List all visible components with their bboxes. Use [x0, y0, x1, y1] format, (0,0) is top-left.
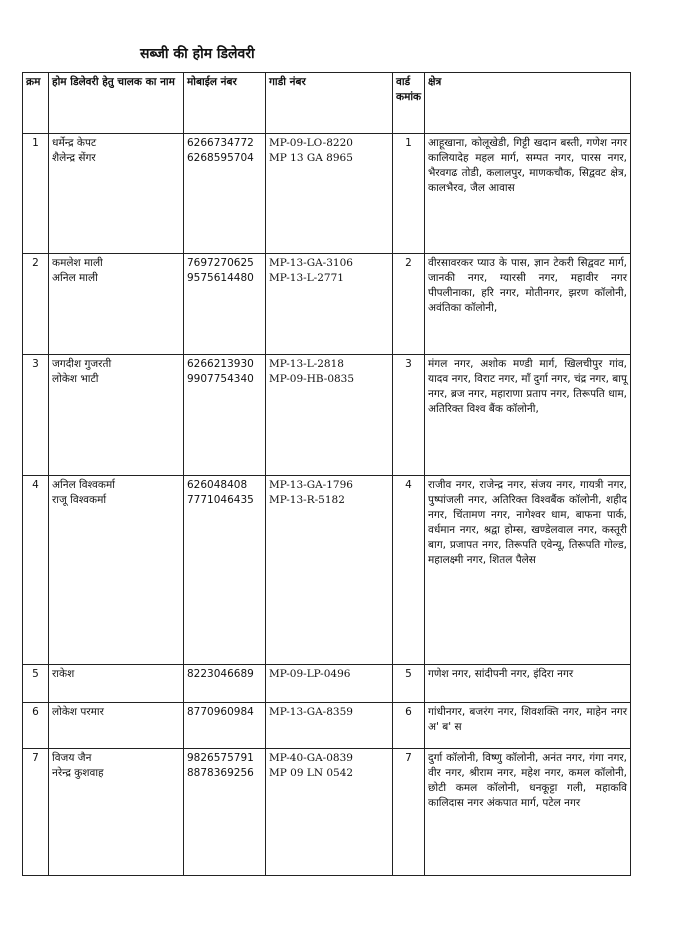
delivery-table [22, 72, 631, 876]
table-row [23, 749, 631, 876]
table-row [23, 476, 631, 665]
driver-name: कमलेश माली [52, 257, 103, 269]
ward-cell: 3 [393, 355, 425, 476]
vehicle-number: MP 09 LN 0542 [269, 767, 354, 779]
area-cell: दुर्गा कॉलोनी, विष्णु कॉलोनी, अनंत नगर, गंगा नगर, वीर नगर, श्रीराम नगर, महेश नगर, कमल कॉलोनी, छोटी कमल कॉलोनी, धनकूट्टा गली, महाकवि कालिदास नगर अंकपात मार्ग, पटेल नगर [425, 749, 631, 876]
driver-name: शैलेन्द्र सेंगर [52, 152, 96, 164]
vehicle-number: MP-09-HB-0835 [269, 373, 355, 385]
area-cell: गांधीनगर, बजरंग नगर, शिवशक्ति नगर, माहेन नगर अ' ब' स [425, 703, 631, 749]
driver-name: नरेन्द्र कुशवाह [52, 767, 104, 779]
vehicle-cell [266, 254, 393, 355]
table-row [23, 355, 631, 476]
mobile-number: 9575614480 [187, 272, 254, 284]
table-row [23, 665, 631, 703]
page-title: सब्जी की होम डिलेवरी [140, 46, 255, 62]
ward-cell: 4 [393, 476, 425, 665]
vehicle-number: MP-13-GA-1796 [269, 479, 353, 491]
mobile-number: 6268595704 [187, 152, 254, 164]
area-cell: आहूखाना, कोलूखेडी, गिट्टी खदान बस्ती, गणेश नगर कालियादेह महल मार्ग, सम्पत नगर, पारस नगर, भैरवगढ तोडी, कलालपुर, माणकचौक, सिद्ववट क्षेत्र, कालभैरव, जैल आवास [425, 134, 631, 254]
vehicle-number: MP-13-L-2771 [269, 272, 344, 284]
serial-cell: 3 [23, 355, 49, 476]
mobile-cell [184, 665, 266, 703]
vehicle-cell [266, 749, 393, 876]
vehicle-cell [266, 703, 393, 749]
driver-name: राकेश [52, 668, 75, 680]
table-header-row [23, 73, 631, 134]
vehicle-cell [266, 134, 393, 254]
serial-cell: 2 [23, 254, 49, 355]
ward-cell: 7 [393, 749, 425, 876]
driver-name: अनिल विश्वकर्मा [52, 479, 115, 491]
mobile-number: 626048408 [187, 479, 248, 491]
vehicle-number: MP-13-L-2818 [269, 358, 344, 370]
header-driver-name: होम डिलेवरी हेतु चालक का नाम [49, 73, 184, 134]
ward-cell: 5 [393, 665, 425, 703]
header-area: क्षेत्र [425, 73, 631, 134]
header-mobile: मोबाईल नंबर [184, 73, 266, 134]
vehicle-number: MP-09-LO-8220 [269, 137, 353, 149]
driver-name-cell [49, 355, 184, 476]
serial-cell: 5 [23, 665, 49, 703]
driver-name: लोकेश परमार [52, 706, 104, 718]
area-cell: वीरसावरकर प्याउ के पास, ज्ञान टेकरी सिद्ववट मार्ग, जानकी नगर, ग्यारसी नगर, महावीर नगर पीपलीनाका, हरि नगर, मोतीनगर, झरण कॉलोनी, अवंतिका कॉलोनी, [425, 254, 631, 355]
driver-name: धर्मेन्द्र केपट [52, 137, 97, 149]
vehicle-number: MP-13-GA-3106 [269, 257, 353, 269]
driver-name: लोकेश भाटी [52, 373, 99, 385]
vehicle-number: MP 13 GA 8965 [269, 152, 353, 164]
mobile-cell [184, 703, 266, 749]
header-ward: वार्ड कमांक [393, 73, 425, 134]
vehicle-number: MP-09-LP-0496 [269, 668, 351, 680]
vehicle-cell [266, 476, 393, 665]
mobile-number: 6266213930 [187, 358, 254, 370]
driver-name: अनिल माली [52, 272, 98, 284]
driver-name: विजय जैन [52, 752, 92, 764]
mobile-number: 7771046435 [187, 494, 254, 506]
serial-cell: 4 [23, 476, 49, 665]
driver-name-cell [49, 476, 184, 665]
mobile-number: 8770960984 [187, 706, 254, 718]
mobile-cell [184, 476, 266, 665]
vehicle-cell [266, 665, 393, 703]
driver-name: राजू विश्वकर्मा [52, 494, 107, 506]
table-row [23, 134, 631, 254]
driver-name: जगदीश गुजरती [52, 358, 112, 370]
mobile-cell [184, 254, 266, 355]
ward-cell: 2 [393, 254, 425, 355]
driver-name-cell [49, 254, 184, 355]
mobile-number: 6266734772 [187, 137, 254, 149]
mobile-cell [184, 134, 266, 254]
mobile-number: 8223046689 [187, 668, 254, 680]
mobile-number: 8878369256 [187, 767, 254, 779]
driver-name-cell [49, 703, 184, 749]
table-row [23, 254, 631, 355]
area-cell: गणेश नगर, सांदीपनी नगर, इंदिरा नगर [425, 665, 631, 703]
driver-name-cell [49, 749, 184, 876]
area-cell: राजीव नगर, राजेन्द्र नगर, संजय नगर, गायत्री नगर, पुष्पांजली नगर, अतिरिक्त विश्वबैंक कॉलोनी, शहीद नगर, चिंतामण नगर, नागेश्वर धाम, बाफना पार्क, वर्धमान नगर, श्रद्वा होम्स, खण्डेलवाल नगर, कस्तूरी बाग, प्रजापत नगर, तिरूपति एवेन्यू, तिरूपति गोल्ड, महालक्ष्मी नगर, शितल पैलेस [425, 476, 631, 665]
mobile-number: 9907754340 [187, 373, 254, 385]
serial-cell: 7 [23, 749, 49, 876]
mobile-number: 7697270625 [187, 257, 254, 269]
area-cell: मंगल नगर, अशोक मण्डी मार्ग, खिलचीपुर गांव, यादव नगर, विराट नगर, माँ दुर्गा नगर, चंद्र नगर, बापू नगर, ब्रज नगर, महाराणा प्रताप नगर, तिरूपति धाम, अतिरिक्त विश्व बैंक कॉलोनी, [425, 355, 631, 476]
header-serial: क्रम [23, 73, 49, 134]
header-vehicle: गाडी नंबर [266, 73, 393, 134]
vehicle-cell [266, 355, 393, 476]
driver-name-cell [49, 665, 184, 703]
table-body [23, 134, 631, 876]
mobile-number: 9826575791 [187, 752, 254, 764]
vehicle-number: MP-40-GA-0839 [269, 752, 353, 764]
table-row [23, 703, 631, 749]
ward-cell: 1 [393, 134, 425, 254]
ward-cell: 6 [393, 703, 425, 749]
vehicle-number: MP-13-R-5182 [269, 494, 345, 506]
serial-cell: 6 [23, 703, 49, 749]
vehicle-number: MP-13-GA-8359 [269, 706, 353, 718]
mobile-cell [184, 749, 266, 876]
driver-name-cell [49, 134, 184, 254]
serial-cell: 1 [23, 134, 49, 254]
mobile-cell [184, 355, 266, 476]
